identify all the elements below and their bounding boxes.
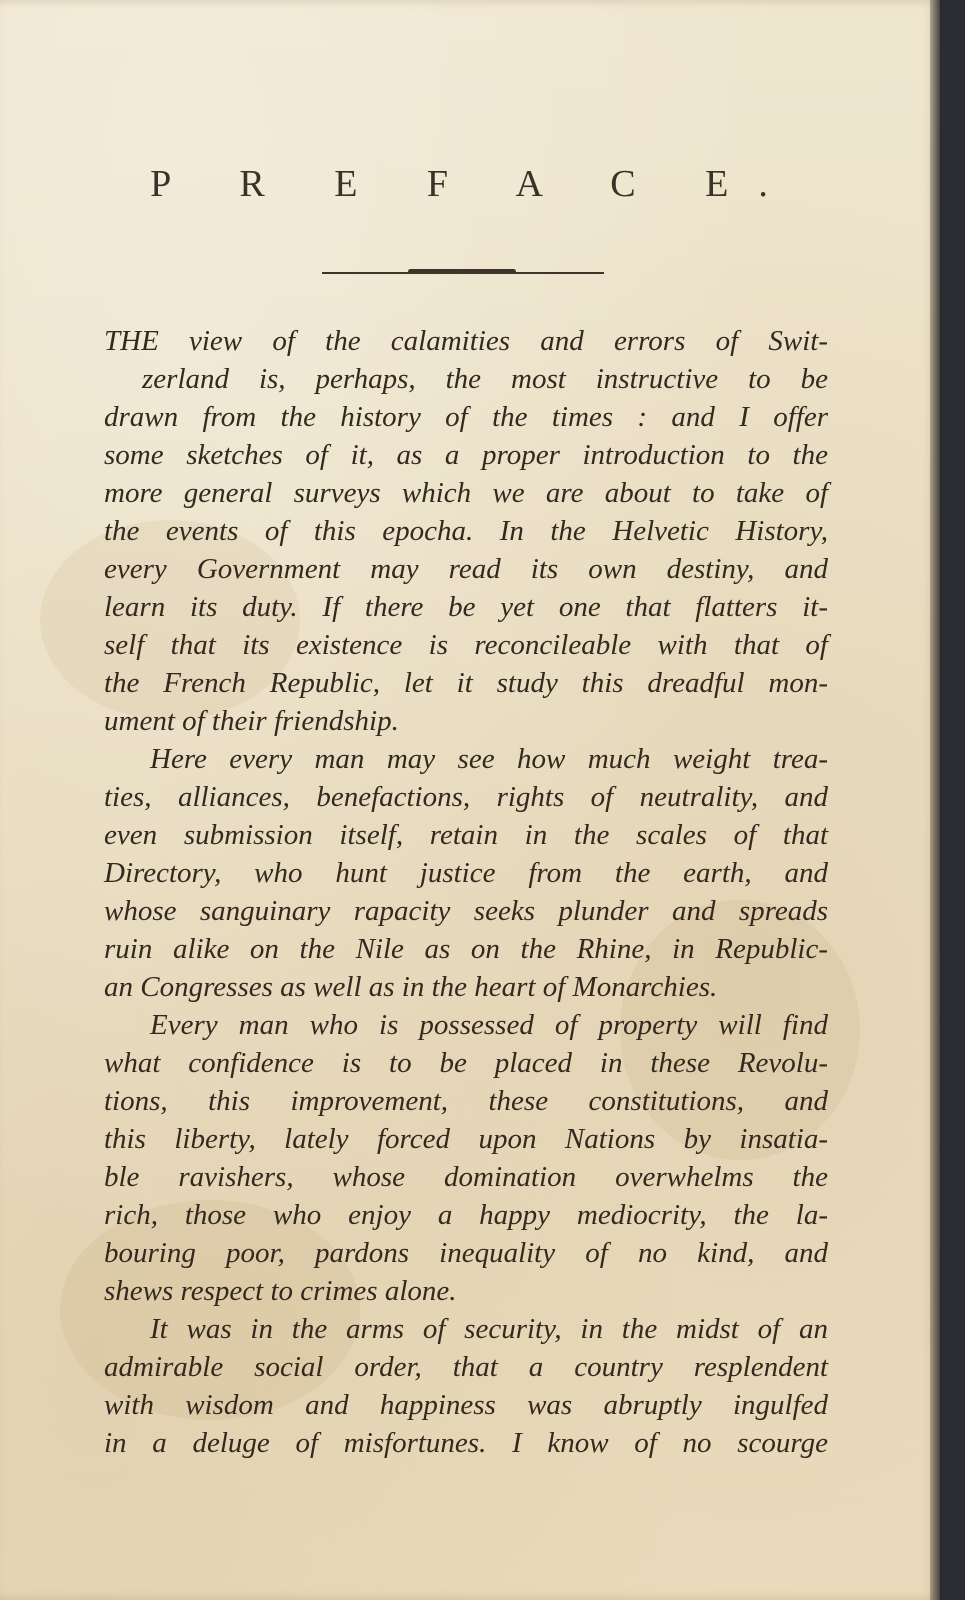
text-line: learn its duty. If there be yet one that flatters it-	[104, 591, 828, 623]
text-line: ble ravishers, whose domination overwhelms the	[104, 1161, 828, 1193]
text-line: ruin alike on the Nile as on the Rhine, in Republic-	[104, 933, 828, 965]
text-line: zerland is, perhaps, the most instructive to be	[142, 363, 828, 395]
text-line: some sketches of it, as a proper introduction to the	[104, 439, 828, 471]
text-line: Directory, who hunt justice from the earth, and	[104, 857, 828, 889]
text-line: this liberty, lately forced upon Nations by insatia-	[104, 1123, 828, 1155]
page-heading: P R E F A C E.	[150, 163, 798, 205]
text-line: admirable social order, that a country resplendent	[104, 1351, 828, 1383]
text-line: the events of this epocha. In the Helvetic History,	[104, 515, 828, 547]
text-line: even submission itself, retain in the scales of that	[104, 819, 828, 851]
text-line: ument of their friendship.	[104, 705, 399, 737]
preface-body	[104, 322, 828, 1462]
text-line: tions, this improvement, these constitutions, and	[104, 1085, 828, 1117]
text-line: what confidence is to be placed in these Revolu-	[104, 1047, 828, 1079]
text-line: shews respect to crimes alone.	[104, 1275, 457, 1307]
ornamental-rule-center	[408, 269, 516, 274]
text-line: an Congresses as well as in the heart of Monarchies.	[104, 971, 718, 1003]
text-line: bouring poor, pardons inequality of no kind, and	[104, 1237, 828, 1269]
text-line: drawn from the history of the times : and I offer	[104, 401, 828, 433]
text-line: self that its existence is reconcileable with that of	[104, 629, 828, 661]
text-line: in a deluge of misfortunes. I know of no scourge	[104, 1427, 828, 1459]
page-edge-shadow	[930, 0, 942, 1600]
text-line: with wisdom and happiness was abruptly ingulfed	[104, 1389, 828, 1421]
text-line: every Government may read its own destiny, and	[104, 553, 828, 585]
text-line: Every man who is possessed of property will find	[150, 1009, 828, 1041]
text-line: whose sanguinary rapacity seeks plunder and spreads	[104, 895, 828, 927]
text-line: It was in the arms of security, in the midst of an	[150, 1313, 828, 1345]
text-line: more general surveys which we are about to take of	[104, 477, 828, 509]
text-line: ties, alliances, benefactions, rights of neutrality, and	[104, 781, 828, 813]
text-line: the French Republic, let it study this dreadful mon-	[104, 667, 828, 699]
text-line: Here every man may see how much weight trea-	[150, 743, 828, 775]
text-line: rich, those who enjoy a happy mediocrity, the la-	[104, 1199, 828, 1231]
text-line: THE view of the calamities and errors of Swit-	[104, 325, 828, 357]
